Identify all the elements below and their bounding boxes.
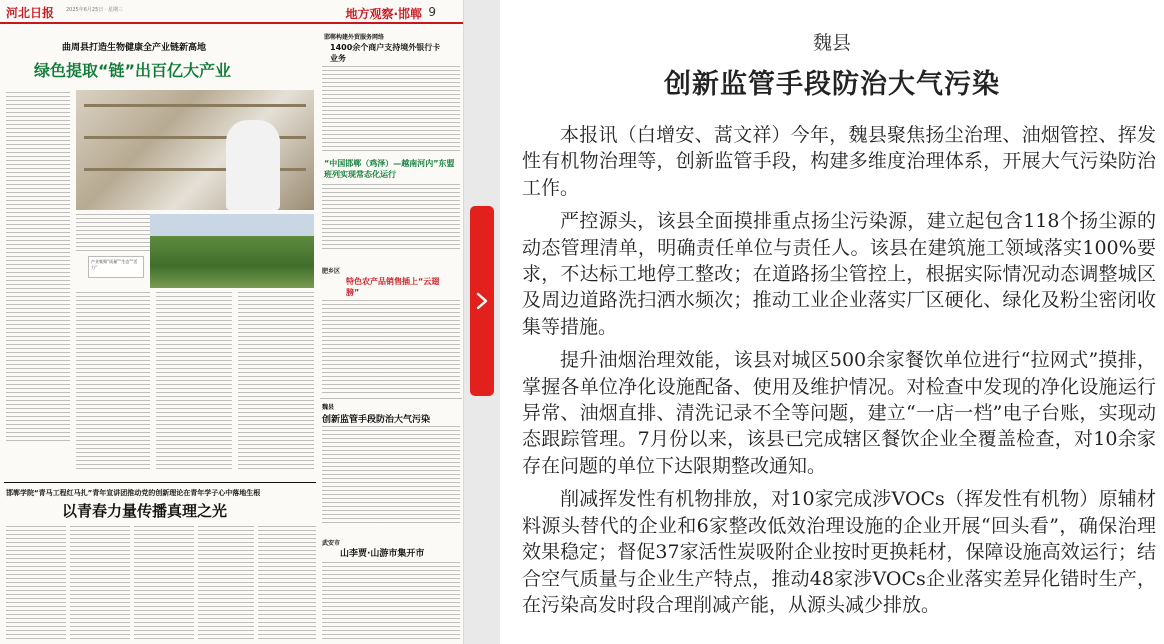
chevron-right-icon	[476, 292, 488, 310]
text-column	[70, 526, 130, 642]
newspaper-logo: 河北日报	[6, 6, 55, 20]
text-column	[76, 292, 150, 470]
county-tag: 肥乡区	[322, 268, 341, 275]
newspaper-date: 2025年6月25日 · 星期三	[66, 7, 124, 13]
text-column	[322, 562, 460, 642]
text-column	[238, 292, 314, 470]
right-kicker: 邯郸构建外贸服务网络	[324, 34, 385, 41]
weixian-tag: 魏县	[322, 404, 335, 411]
article-paragraph: 提升油烟治理效能，该县对城区500余家餐饮单位进行“拉网式”摸排，掌握各单位净化设施配备、使用及维护情况。对检查中发现的净化设施运行异常、油烟直排、清洗记录不全等问题，建立“一店一档”电子台账，实现动态跟踪管理。7月份以来，该县已完成辖区餐饮企业全覆盖检查，对10余家存在问题的单位下达限期整改通知。	[522, 349, 1156, 477]
article-panel	[500, 0, 1164, 644]
wuan-title: 山李贾·山游市集开市	[340, 549, 425, 559]
weixian-title: 创新监管手段防治大气污染	[322, 415, 431, 425]
section-name: 地方观察·邯郸	[345, 7, 422, 21]
lab-photo	[76, 90, 314, 210]
text-column	[198, 526, 254, 642]
field-photo	[150, 214, 314, 288]
page-number: 9	[428, 5, 436, 19]
article-paragraph: 本报讯（白增安、蒿文祥）今年，魏县聚焦扬尘治理、油烟管控、挥发性有机物治理等，创新监管手段，构建多维度治理体系，开展大气污染防治工作。	[522, 124, 1156, 199]
newspaper-masthead	[0, 0, 464, 24]
text-column	[322, 184, 460, 252]
photo-caption: 产业集聚“质量”“生态”“活力”	[88, 256, 144, 278]
text-column	[134, 526, 194, 642]
lead-title: 绿色提取“链”出百亿大产业	[34, 61, 232, 80]
article-paragraph: 削减挥发性有机物排放，对10家完成涉VOCs（挥发性有机物）原辅材料源头替代的企业和6家整改低效治理设施的企业开展“回头看”，确保治理效果稳定；督促37家活性炭吸附企业按时更换耗材，保障设施高效运行；结合空气质量与企业生产特点，推动48家涉VOCs企业落实差异化错时生产，在污染高发时段合理削减产能，从源头减少排放。	[522, 488, 1156, 616]
next-page-button[interactable]	[470, 206, 494, 396]
bottom-kicker: 邯郸学院“青马工程红马扎”青年宣讲团推动党的创新理论在青年学子心中落地生根	[6, 489, 261, 497]
text-column	[76, 214, 150, 254]
right-title: 1400余个商户支持境外银行卡业务	[330, 43, 441, 63]
article-title: 创新监管手段防治大气污染	[664, 69, 1000, 100]
newspaper-page-image[interactable]	[0, 0, 464, 644]
text-column	[322, 300, 460, 394]
bottom-title: 以青春力量传播真理之光	[62, 502, 228, 520]
lead-kicker: 曲周县打造生物健康全产业链新高地	[62, 43, 207, 53]
article-body	[522, 122, 1156, 625]
text-column	[322, 426, 460, 526]
article-paragraph: 严控源头，该县全面摸排重点扬尘污染源，建立起包含118个扬尘源的动态管理清单，明确责任单位与责任人。该县在建筑施工领域落实100%要求，不达标工地停工整改；在道路扬尘管控上，根据实际情况动态调整城区及周边道路洗扫洒水频次；推动工业企业落实厂区硬化、绿化及粉尘密闭收集等措施。	[522, 210, 1156, 338]
mid-title: “中国邯郸（鸡泽）—越南河内”东盟班列实现常态化运行	[324, 159, 455, 179]
text-column	[156, 292, 232, 470]
text-column	[322, 66, 460, 152]
ecommerce-title: 特色农产品销售插上“云翅膀”	[346, 277, 440, 297]
wuan-tag: 武安市	[322, 540, 341, 547]
text-column	[6, 92, 70, 444]
article-county: 魏县	[812, 32, 851, 54]
text-column	[258, 526, 316, 642]
text-column	[6, 526, 66, 642]
